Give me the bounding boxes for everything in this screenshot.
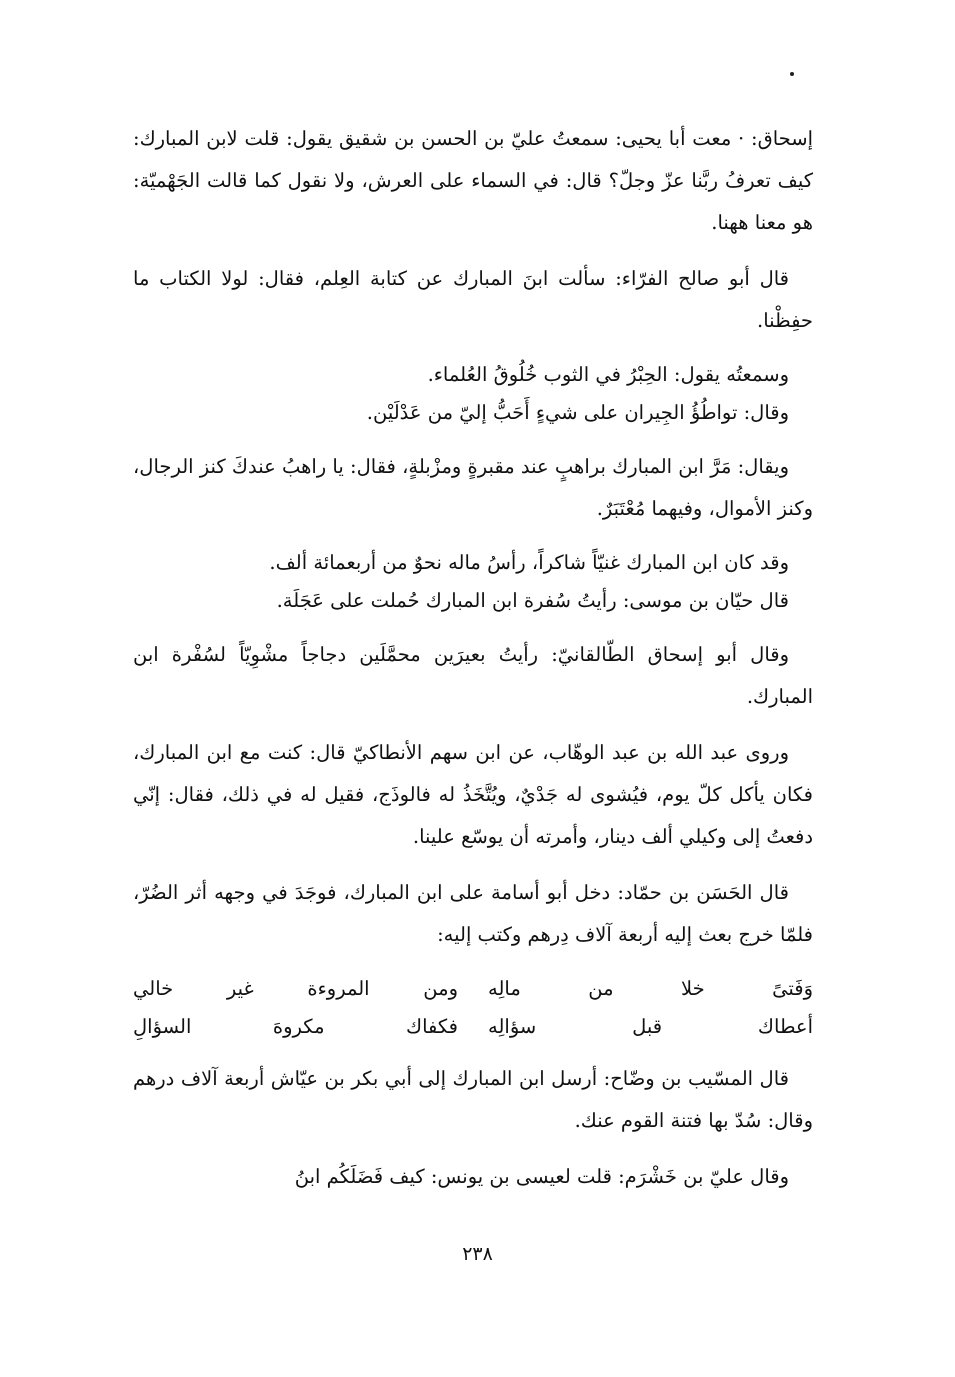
- poem: [133, 970, 813, 1046]
- sayings-group-2: [133, 544, 813, 620]
- saying-line: وقال: تواطُؤُ الجِيران على شيءٍ أَحَبُّ إليّ من عَدْلَيْن.: [366, 401, 789, 424]
- paragraph-text: وقال عليّ بن خَشْرَم: قلت لعيسى بن يونس: كيف فَضَلَكُم ابنُ: [294, 1165, 789, 1188]
- paragraph-abu-salih: [133, 258, 813, 342]
- paragraph-text: قال أبو صالح الفرّاء: سألت ابنَ المبارك عن كتابة العِلم، فقال: لولا الكتاب ما حفِظْنا.: [133, 267, 813, 332]
- paragraph-text: إسحاق: · معت أبا يحيى: سمعتُ عليّ بن الحسن بن شقيق يقول: قلت لابن المبارك: كيف تعرفُ ربَّنا عزّ وجلّ؟ قال: في السماء على العرش، ولا نقول كما قالت الجَهْميّة: هو معنا ههنا.: [133, 127, 813, 234]
- saying-line: وقد كان ابن المبارك غنيّاً شاكراً، رأسُ ماله نحوٌ من أربعمائة ألف.: [269, 551, 789, 574]
- paragraph-text: وقال أبو إسحاق الطّالقانيّ: رأيتُ بعيرَين محمَّلَين دجاجاً مشْوِيّاً لسُفْرة ابن المبارك.: [133, 643, 813, 708]
- paragraph-abdullah: [133, 732, 813, 858]
- paragraph-text: وروى عبد الله بن عبد الوهّاب، عن ابن سهم الأنطاكيّ قال: كنت مع ابن المبارك، فكان يأكل كلّ يوم، فيُشوى له جَدْيٌ، ويُتَّخَذُ له فالوذَج، فقيل له في ذلك، فقال: إنّي دفعتُ إلى وكيلي ألف دينار، وأمرته أن يوسّع علينا.: [133, 741, 813, 848]
- poem-verse: [133, 1008, 813, 1046]
- poem-second-hemistich: فكفاك مكروهَ السؤالِ: [133, 1015, 458, 1038]
- sayings-group-1: [133, 356, 813, 432]
- paragraph-text: قال المسّيب بن وضّاح: أرسل ابن المبارك إلى أبي بكر بن عيّاش أربعة آلاف درهم وقال: سُدّ بها فتنة القوم عنك.: [133, 1067, 813, 1132]
- paragraph-hasan-hammad: [133, 872, 813, 956]
- paragraph-ibn-mubarak-on-god: [133, 118, 813, 244]
- poem-second-hemistich: ومن المروءة غير خالي: [133, 977, 458, 1000]
- saying-line: وسمعتُه يقول: الحِبْرُ في الثوب خُلُوقُ العُلماء.: [427, 363, 789, 386]
- saying-line: قال حيّان بن موسى: رأيتُ سُفرة ابن المبارك حُملت على عَجَلَة.: [276, 589, 789, 612]
- paragraph-musayyib: [133, 1058, 813, 1142]
- paragraph-text: ويقال: مَرَّ ابن المبارك براهبٍ عند مقبرةٍ ومزْبلةٍ، فقال: يا راهبُ عندكَ كنز الرجال، وكنز الأموال، وفيهما مُعْتَبَرٌ.: [133, 455, 813, 520]
- poem-first-hemistich: أعطاك قبل سؤالِه: [488, 1015, 813, 1038]
- paragraph-ali-khashram: [133, 1156, 813, 1198]
- stray-dot: [790, 72, 794, 76]
- paragraph-talaqani: [133, 634, 813, 718]
- paragraph-monk: [133, 446, 813, 530]
- page-number: ٢٣٨: [462, 1243, 493, 1265]
- poem-first-hemistich: وَفَتىً خلا من مالِه: [488, 977, 813, 1000]
- poem-verse: [133, 970, 813, 1008]
- paragraph-text: قال الحَسَن بن حمّاد: دخل أبو أسامة على ابن المبارك، فوجَدَ في وجهه أثر الضُرّ، فلمّا خرج بعث إليه أربعة آلاف دِرهم وكتب إليه:: [133, 881, 813, 946]
- page-body: [133, 118, 813, 1212]
